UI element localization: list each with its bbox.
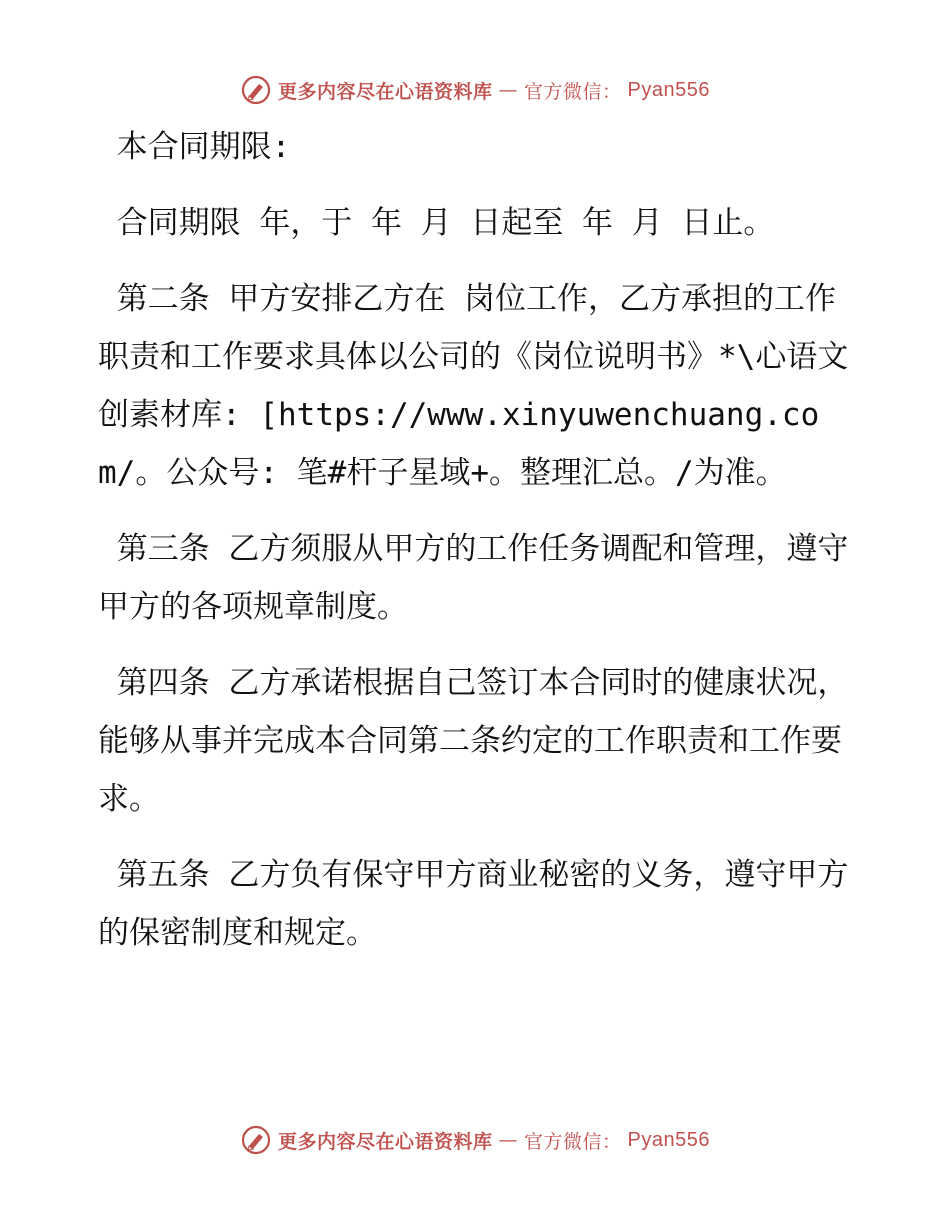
banner-wechat-id: Pyan556 <box>627 1128 710 1151</box>
banner-dash: — <box>498 1129 519 1151</box>
banner-main-text: 更多内容尽在心语资料库 <box>278 1130 493 1153</box>
paragraph-contract-term-heading: 本合同期限: <box>98 129 291 165</box>
pen-logo-icon <box>240 1124 272 1156</box>
banner-main-text: 更多内容尽在心语资料库 <box>278 80 493 103</box>
document-body <box>98 118 858 980</box>
banner-wechat-label: 官方微信： <box>524 80 622 103</box>
header-banner <box>0 70 950 110</box>
paragraph-contract-term: 合同期限 年，于 年 月 日起至 年 月 日止。 <box>98 205 775 241</box>
banner-dash: — <box>498 79 519 101</box>
banner-wechat-label: 官方微信： <box>524 1130 622 1153</box>
paragraph-article-2: 第二条 甲方安排乙方在 岗位工作，乙方承担的工作职责和工作要求具体以公司的《岗位说明书》*\心语文创素材库: [https://www.xinyuwenchuang.com/。公众号: 笔#杆子星域+。整理汇总。/为准。 <box>98 281 849 491</box>
footer-banner <box>0 1120 950 1160</box>
paragraph-article-4: 第四条 乙方承诺根据自己签订本合同时的健康状况，能够从事并完成本合同第二条约定的工作职责和工作要求。 <box>98 665 849 817</box>
banner-wechat-id: Pyan556 <box>627 78 710 101</box>
paragraph-article-5: 第五条 乙方负有保守甲方商业秘密的义务，遵守甲方的保密制度和规定。 <box>98 857 849 951</box>
pen-logo-icon <box>240 74 272 106</box>
paragraph-article-3: 第三条 乙方须服从甲方的工作任务调配和管理，遵守甲方的各项规章制度。 <box>98 531 849 625</box>
